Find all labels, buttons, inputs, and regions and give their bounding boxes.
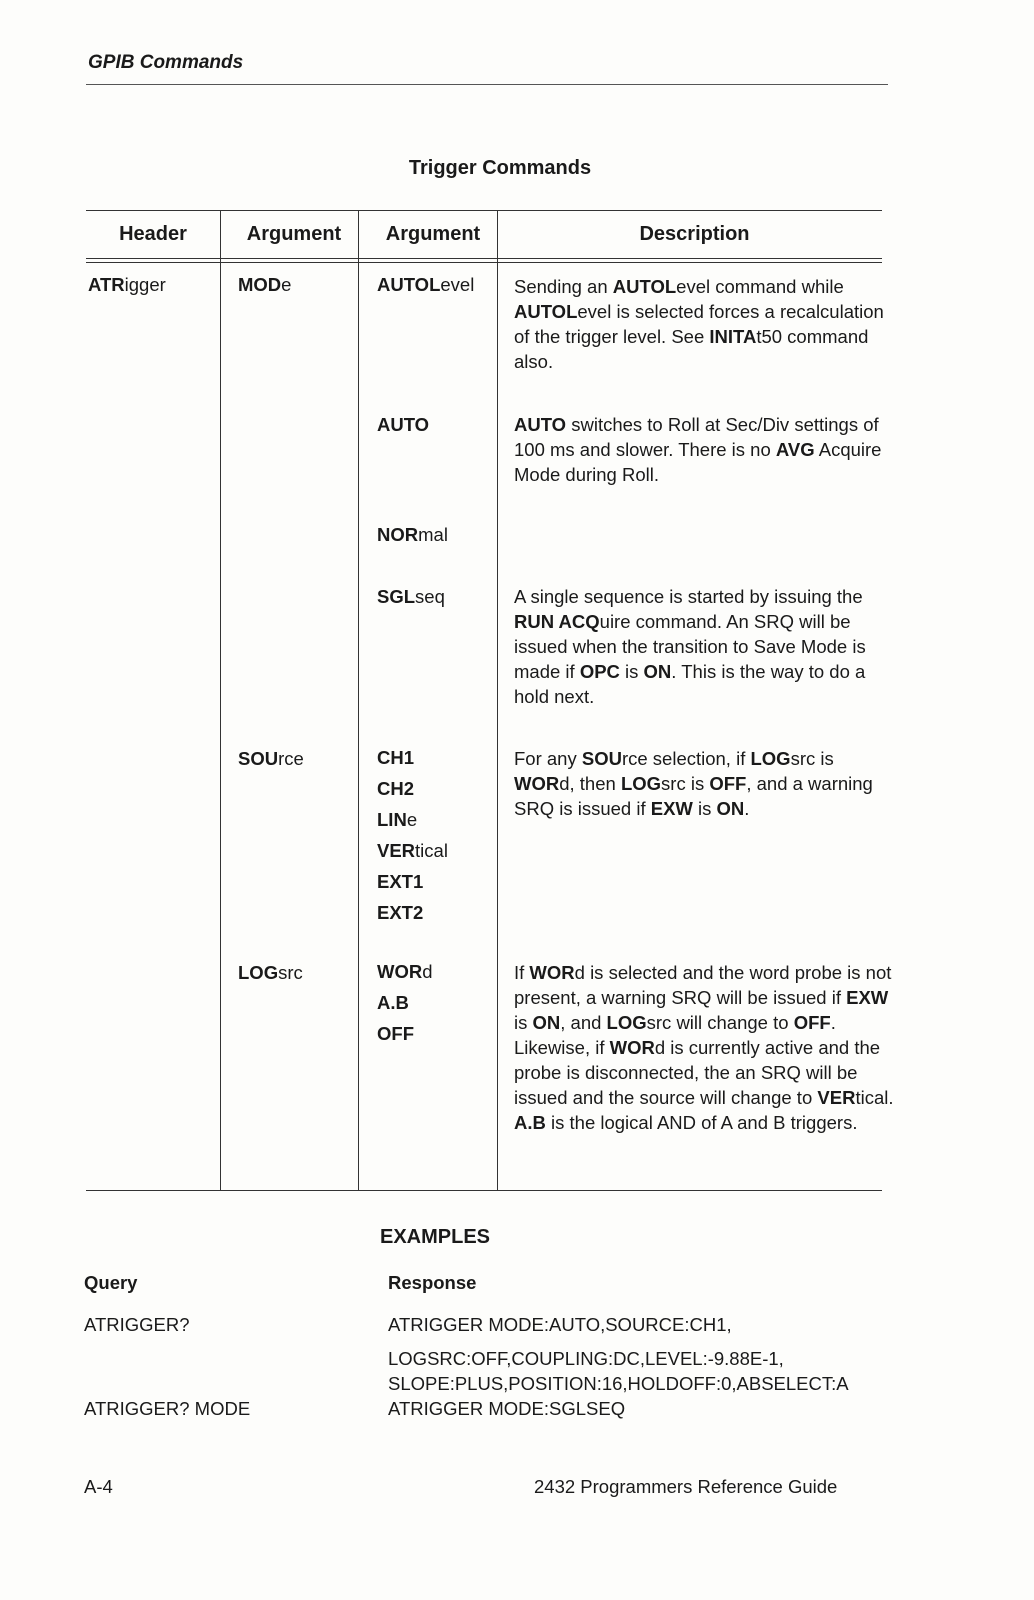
desc-autolevel-run-6: t50 command also. [514,326,869,372]
arg-autolevel [377,272,474,297]
desc-source-run-0: For any [514,748,582,769]
arg-vertical [377,835,448,866]
response-label: Response [388,1272,477,1293]
desc-autolevel-run-4: evel is selected forces a recalculation of the trigger level. See [514,301,884,347]
arg-autolevel-rest: evel [440,274,475,295]
desc-source-run-4: src is [790,748,834,769]
logsrc-values [377,956,433,1049]
desc-source-run-5: WOR [514,773,560,794]
desc-auto-run-3: Acquire Mode during Roll. [514,439,882,485]
desc-sglseq-run-0: A single sequence is started by issuing the [514,586,863,607]
desc-logsrc-run-1: WOR [529,962,575,983]
arg-sglseq [377,584,445,609]
desc-sglseq-run-5: ON [643,661,672,682]
desc-logsrc-run-14: tical. [855,1087,894,1108]
column-header-header: Header [119,223,187,245]
arg-word-bold: WOR [377,961,423,982]
page-number: A-4 [84,1476,113,1497]
desc-logsrc-run-5: ON [532,1012,561,1033]
column-divider-1 [220,210,221,1190]
arg-logsrc-bold: LOG [238,962,279,983]
header-cell-atrigger [88,272,166,297]
desc-logsrc-run-4: is [514,1012,533,1033]
desc-logsrc-run-0: If [514,962,530,983]
desc-source-run-10: , and a warning SRQ is issued if [514,773,873,819]
arg-vertical-bold: VER [377,840,416,861]
table-header-rule [86,258,882,259]
table-title: Trigger Commands [408,157,592,179]
desc-source-run-11: EXW [650,798,693,819]
desc-logsrc-run-15: A.B [514,1112,546,1133]
desc-sglseq-run-1: RUN ACQ [514,611,600,632]
desc-logsrc-run-12: d is currently active and the probe is disconnected, the an SRQ will be issued and the source will change to [514,1037,881,1108]
arg-sglseq-rest: seq [415,586,445,607]
desc-logsrc-run-2: d is selected and the word probe is not present, a warning SRQ will be issued if [514,962,892,1008]
desc-auto-run-0: AUTO [514,414,567,435]
arg-ch2: CH2 [377,778,415,799]
table-header-rule-2 [86,262,882,263]
arg-line-bold: LIN [377,809,407,830]
column-header-argument-2: Argument [385,223,481,245]
arg-normal-rest: mal [418,524,448,545]
desc-autolevel-run-1: AUTOL [612,276,677,297]
arg-mode-bold: MOD [238,274,282,295]
desc-source-run-9: OFF [709,773,747,794]
desc-source-run-2: rce selection, if [621,748,751,769]
desc-logsrc-run-3: EXW [846,987,889,1008]
column-header-argument-1: Argument [246,223,342,245]
arg-ext2: EXT2 [377,902,424,923]
arg-autolevel-bold: AUTOL [377,274,441,295]
desc-autolevel-run-0: Sending an [514,276,613,297]
desc-sglseq [514,584,894,709]
arg-source [238,746,304,771]
desc-autolevel-run-3: AUTOL [514,301,578,322]
arg-ch1: CH1 [377,747,415,768]
arg-source-rest: rce [278,748,304,769]
desc-source [514,746,894,821]
desc-sglseq-run-3: OPC [579,661,620,682]
desc-source-run-14: . [744,798,750,819]
guide-title: 2432 Programmers Reference Guide [534,1476,838,1497]
arg-mode [238,272,291,297]
arg-logsrc [238,960,303,985]
arg-off: OFF [377,1023,414,1044]
arg-word-rest: d [422,961,433,982]
desc-autolevel [514,274,894,374]
response-2: ATRIGGER MODE:SGLSEQ [388,1398,626,1419]
arg-source-bold: SOU [238,748,279,769]
column-divider-2 [358,210,359,1190]
desc-sglseq-run-2: uire command. An SRQ will be issued when the transition to Save Mode is made if [514,611,866,682]
header-rule [86,84,888,85]
desc-autolevel-run-2: evel command while [676,276,844,297]
desc-source-run-12: is [692,798,717,819]
column-divider-3 [497,210,498,1190]
query-1: ATRIGGER? [84,1314,190,1335]
arg-line-rest: e [406,809,418,830]
response-1-line-3: SLOPE:PLUS,POSITION:16,HOLDOFF:0,ABSELECT:A [388,1373,849,1394]
desc-logsrc-run-8: src will change to [646,1012,794,1033]
query-2: ATRIGGER? MODE [84,1398,251,1419]
desc-source-run-13: ON [716,798,745,819]
desc-logsrc-run-9: OFF [793,1012,831,1033]
desc-logsrc-run-10: . Likewise, if [514,1012,836,1058]
arg-sglseq-bold: SGL [377,586,416,607]
desc-logsrc-run-16: is the logical AND of A and B triggers. [545,1112,858,1133]
table-bottom-rule [86,1190,882,1191]
table-top-rule [86,210,882,211]
desc-logsrc-run-6: , and [560,1012,607,1033]
column-header-description: Description [639,223,750,245]
arg-vertical-rest: tical [415,840,448,861]
examples-title: EXAMPLES [380,1226,491,1248]
query-label: Query [84,1272,138,1293]
source-values [377,742,448,928]
desc-auto-run-2: AVG [775,439,815,460]
desc-sglseq-run-4: is [619,661,644,682]
response-1-line-2: LOGSRC:OFF,COUPLING:DC,LEVEL:-9.88E-1, [388,1348,784,1369]
response-1-line-1: ATRIGGER MODE:AUTO,SOURCE:CH1, [388,1314,732,1335]
desc-source-run-8: src is [661,773,710,794]
desc-source-run-7: LOG [620,773,662,794]
arg-word [377,956,433,987]
arg-logsrc-rest: src [278,962,303,983]
running-head: GPIB Commands [88,52,244,73]
arg-ab: A.B [377,992,409,1013]
desc-source-run-6: d, then [559,773,621,794]
arg-normal-bold: NOR [377,524,419,545]
arg-line [377,804,448,835]
arg-ext1: EXT1 [377,871,424,892]
desc-auto-run-1: switches to Roll at Sec/Div settings of 100 ms and slower. There is no [514,414,879,460]
header-cell-rest: igger [124,274,166,295]
desc-sglseq-run-6: . This is the way to do a hold next. [514,661,866,707]
desc-autolevel-run-5: INITA [709,326,757,347]
desc-logsrc-run-7: LOG [606,1012,647,1033]
desc-logsrc-run-11: WOR [609,1037,655,1058]
desc-source-run-1: SOU [581,748,622,769]
desc-source-run-3: LOG [750,748,791,769]
arg-auto: AUTO [377,414,430,435]
header-cell-bold: ATR [88,274,125,295]
desc-auto [514,412,894,487]
desc-logsrc [514,960,894,1135]
desc-logsrc-run-13: VER [817,1087,856,1108]
arg-normal [377,522,448,547]
arg-mode-rest: e [281,274,292,295]
